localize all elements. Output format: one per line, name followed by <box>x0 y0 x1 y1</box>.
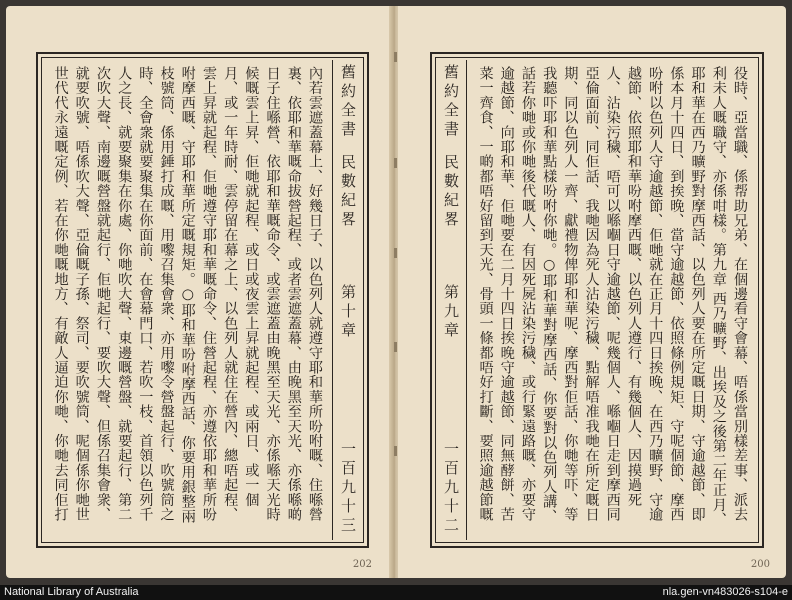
viewer-footer-bar <box>0 585 792 600</box>
binding-stitch <box>394 158 397 168</box>
right-running-header <box>440 64 462 536</box>
binding-stitch <box>394 342 397 352</box>
left-running-header <box>337 64 359 536</box>
left-header-rule <box>332 60 333 540</box>
left-header-chapter: 第十章 <box>339 284 357 341</box>
left-page <box>6 6 392 578</box>
left-folio-mark: 202 <box>352 559 372 570</box>
left-header-page-number: 一百九十三 <box>339 441 357 536</box>
item-identifier: nla.gen-vn483026-s104-e <box>662 586 788 598</box>
right-header-rule <box>466 60 467 540</box>
binding-stitch <box>394 446 397 456</box>
left-page-frame <box>36 52 369 548</box>
binding-stitch <box>394 248 397 258</box>
right-header-chapter: 第九章 <box>442 284 460 341</box>
right-page <box>398 6 786 578</box>
right-page-frame <box>430 52 764 548</box>
left-body-text: 內若雲遮蓋幕上、好幾日子、以色列人就遵守耶和華所吩咐嘅、住喺營裏、依耶和華嘅命拔營起程、或者雲遮蓋幕、由晚黑至天光、亦係喺啲日子住喺營、依耶和華嘅命令、或雲遮蓋由晚黑至天光、亦係喺天光時候嘅雲上昇、佢哋就起程、或日或夜雲上昇就起程、或兩日、或一個月、或一年時耐、雲停留在幕之上、以色列人就住在營內、總唔起程、雲上昇就起程、佢哋遵守耶和華嘅命令、住營起程、亦遵依耶和華所吩咐摩西嘅、守耶和華所定嘅規矩。○耶和華吩咐摩西話、你要用銀整兩枝號筒、係用錘打成嘅、用嚟召集會衆、亦用嚟令營盤起行、吹號筒之時、全會衆就要聚集在你面前、在會幕門口、若吹一枝、首領以色列千人之長、就要聚集在你處、你哋吹大聲、東邊嘅營盤、就要起行、第二次吹大聲、南邊嘅營盤就起行、佢哋起行、要吹大聲、但係召集會衆、就要吹號、唔係吹大聲、亞倫嘅子孫、祭司、要吹號筒、呢個係你哋世世代代永遠嘅定例、若在你哋嘅地方、有敵人逼迫你哋、你哋去同佢打 <box>52 66 323 524</box>
right-body-text: 役時、亞當職、係帮助兄弟、在個邊看守會幕、唔係當別樣差事、派去利未人嘅職守、亦係咁樣。第九章 西乃曠野、出埃及之後第二年正月、耶和華在西乃曠野對摩西話、以色列人要在所定嘅日期、守逾越節、即係本月十四日、到挨晚、當守逾越節、依照條例規矩、守呢個節、摩西吩咐以色列人守逾越節、佢哋就在正月十四日挨晚、在西乃曠野、守逾越節、依照耶和華吩咐摩西嘅、以色列人遵行、有幾個人、因摸過死人、沾染污穢、唔可以喺嗰日守逾越節、呢幾個人、喺嗰日走到摩西同亞倫面前、同佢話、我哋因為死人沾染污穢、點解唔准我哋在所定嘅日期、同以色列人一齊、獻禮物俾耶和華呢、摩西對佢話、你哋等吓、等我聽吓耶和華點樣吩咐你哋。○耶和華對摩西話、你要對以色列人講、話若你哋或你哋後代嘅人、有因死屍沾染污穢、或行緊遠路嘅、亦要守逾越節、向耶和華、佢哋要在二月十四日挨晚守逾越節、同無酵餅、苦菜一齊食、一啲都唔好留到天光、骨頭一條都唔好打斷、要照逾越節嘅 <box>477 66 748 527</box>
right-header-page-number: 一百九十二 <box>442 441 460 536</box>
right-header-book: 民數紀畧 <box>442 154 460 230</box>
right-folio-mark: 200 <box>750 559 770 570</box>
left-header-title: 舊約全書 <box>339 64 357 140</box>
right-header-title: 舊約全書 <box>442 64 460 140</box>
institution-label: National Library of Australia <box>4 586 139 598</box>
binding-stitch <box>394 52 397 62</box>
left-header-book: 民數紀畧 <box>339 154 357 230</box>
